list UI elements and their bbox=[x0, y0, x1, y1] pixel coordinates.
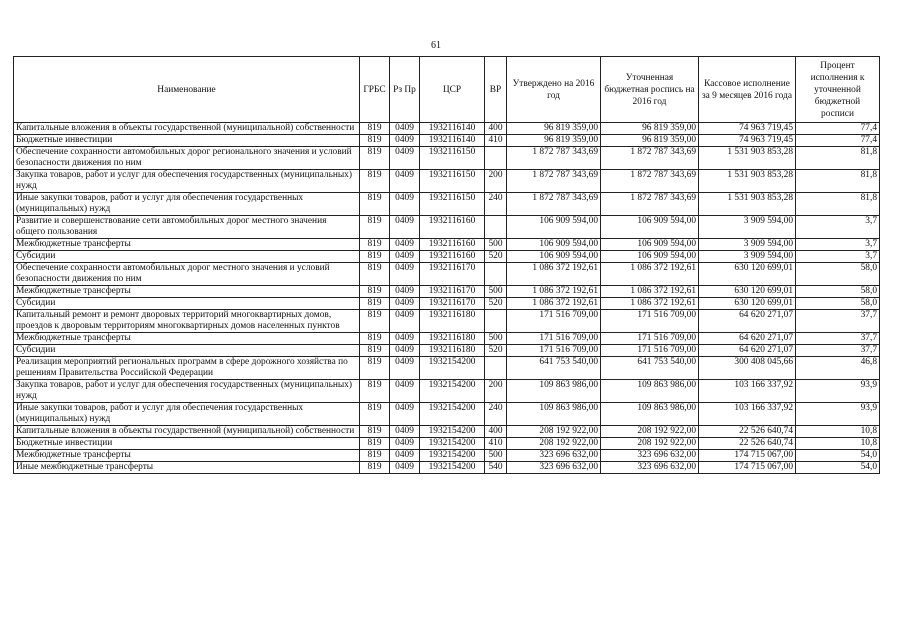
cell-percent: 54,0 bbox=[796, 462, 880, 474]
cell-name: Бюджетные инвестиции bbox=[14, 135, 360, 147]
cell-csr: 1932154200 bbox=[420, 426, 485, 438]
cell-name: Развитие и совершенствование сети автомобильных дорог местного значения общего пользования bbox=[14, 216, 360, 239]
cell-grbs: 819 bbox=[360, 147, 390, 170]
table-row bbox=[14, 357, 880, 380]
cell-cash: 103 166 337,92 bbox=[699, 403, 796, 426]
table-row bbox=[14, 193, 880, 216]
cell-cash: 22 526 640,74 bbox=[699, 426, 796, 438]
cell-refined: 109 863 986,00 bbox=[601, 380, 699, 403]
cell-refined: 208 192 922,00 bbox=[601, 426, 699, 438]
table-row bbox=[14, 216, 880, 239]
cell-approved: 641 753 540,00 bbox=[507, 357, 601, 380]
cell-cash: 64 620 271,07 bbox=[699, 333, 796, 345]
cell-refined: 96 819 359,00 bbox=[601, 135, 699, 147]
cell-percent: 58,0 bbox=[796, 298, 880, 310]
cell-csr: 1932116170 bbox=[420, 263, 485, 286]
cell-name: Обеспечение сохранности автомобильных дорог регионального значения и условий безопасности движения по ним bbox=[14, 147, 360, 170]
cell-name: Субсидии bbox=[14, 298, 360, 310]
cell-percent: 54,0 bbox=[796, 450, 880, 462]
cell-rzpr: 0409 bbox=[390, 450, 420, 462]
cell-grbs: 819 bbox=[360, 193, 390, 216]
cell-cash: 1 531 903 853,28 bbox=[699, 147, 796, 170]
cell-grbs: 819 bbox=[360, 286, 390, 298]
cell-cash: 1 531 903 853,28 bbox=[699, 170, 796, 193]
col-header-csr: ЦСР bbox=[420, 57, 485, 123]
cell-percent: 37,7 bbox=[796, 310, 880, 333]
cell-csr: 1932116150 bbox=[420, 147, 485, 170]
cell-name: Бюджетные инвестиции bbox=[14, 438, 360, 450]
cell-cash: 300 408 045,66 bbox=[699, 357, 796, 380]
cell-refined: 171 516 709,00 bbox=[601, 345, 699, 357]
col-header-vr: ВР bbox=[485, 57, 507, 123]
cell-percent: 37,7 bbox=[796, 345, 880, 357]
cell-vr: 540 bbox=[485, 462, 507, 474]
table-row bbox=[14, 263, 880, 286]
cell-refined: 1 872 787 343,69 bbox=[601, 170, 699, 193]
cell-approved: 106 909 594,00 bbox=[507, 216, 601, 239]
cell-name: Реализация мероприятий региональных программ в сфере дорожного хозяйства по решениям Правительства Российской Федерации bbox=[14, 357, 360, 380]
cell-vr: 500 bbox=[485, 450, 507, 462]
table-row bbox=[14, 286, 880, 298]
cell-percent: 3,7 bbox=[796, 251, 880, 263]
cell-vr: 520 bbox=[485, 345, 507, 357]
cell-grbs: 819 bbox=[360, 345, 390, 357]
cell-rzpr: 0409 bbox=[390, 298, 420, 310]
cell-refined: 1 086 372 192,61 bbox=[601, 286, 699, 298]
cell-vr: 410 bbox=[485, 438, 507, 450]
cell-cash: 74 963 719,45 bbox=[699, 135, 796, 147]
cell-csr: 1932116150 bbox=[420, 170, 485, 193]
table-row bbox=[14, 251, 880, 263]
cell-rzpr: 0409 bbox=[390, 357, 420, 380]
cell-cash: 1 531 903 853,28 bbox=[699, 193, 796, 216]
col-header-approved: Утверждено на 2016 год bbox=[507, 57, 601, 123]
cell-grbs: 819 bbox=[360, 450, 390, 462]
cell-approved: 106 909 594,00 bbox=[507, 239, 601, 251]
cell-name: Капитальные вложения в объекты государственной (муниципальной) собственности bbox=[14, 123, 360, 135]
cell-name: Межбюджетные трансферты bbox=[14, 239, 360, 251]
cell-rzpr: 0409 bbox=[390, 251, 420, 263]
cell-rzpr: 0409 bbox=[390, 263, 420, 286]
table-row bbox=[14, 426, 880, 438]
cell-grbs: 819 bbox=[360, 426, 390, 438]
cell-rzpr: 0409 bbox=[390, 403, 420, 426]
cell-cash: 630 120 699,01 bbox=[699, 286, 796, 298]
cell-percent: 81,8 bbox=[796, 170, 880, 193]
col-header-rzpr: Рз Пр bbox=[390, 57, 420, 123]
cell-cash: 174 715 067,00 bbox=[699, 462, 796, 474]
cell-vr bbox=[485, 357, 507, 380]
cell-grbs: 819 bbox=[360, 216, 390, 239]
cell-percent: 81,8 bbox=[796, 147, 880, 170]
page-number: 61 bbox=[431, 40, 441, 51]
table-row bbox=[14, 298, 880, 310]
cell-rzpr: 0409 bbox=[390, 345, 420, 357]
cell-vr: 520 bbox=[485, 298, 507, 310]
cell-refined: 106 909 594,00 bbox=[601, 251, 699, 263]
cell-name: Обеспечение сохранности автомобильных дорог местного значения и условий безопасности движения по ним bbox=[14, 263, 360, 286]
cell-cash: 22 526 640,74 bbox=[699, 438, 796, 450]
cell-rzpr: 0409 bbox=[390, 193, 420, 216]
cell-refined: 641 753 540,00 bbox=[601, 357, 699, 380]
cell-approved: 1 086 372 192,61 bbox=[507, 286, 601, 298]
cell-approved: 1 872 787 343,69 bbox=[507, 147, 601, 170]
cell-refined: 323 696 632,00 bbox=[601, 450, 699, 462]
cell-grbs: 819 bbox=[360, 135, 390, 147]
cell-rzpr: 0409 bbox=[390, 438, 420, 450]
cell-csr: 1932116160 bbox=[420, 216, 485, 239]
cell-approved: 208 192 922,00 bbox=[507, 426, 601, 438]
cell-approved: 109 863 986,00 bbox=[507, 380, 601, 403]
cell-refined: 171 516 709,00 bbox=[601, 333, 699, 345]
cell-percent: 81,8 bbox=[796, 193, 880, 216]
table-row bbox=[14, 345, 880, 357]
cell-refined: 106 909 594,00 bbox=[601, 239, 699, 251]
cell-rzpr: 0409 bbox=[390, 216, 420, 239]
cell-approved: 1 086 372 192,61 bbox=[507, 263, 601, 286]
cell-refined: 1 086 372 192,61 bbox=[601, 263, 699, 286]
cell-cash: 3 909 594,00 bbox=[699, 239, 796, 251]
cell-grbs: 819 bbox=[360, 333, 390, 345]
cell-grbs: 819 bbox=[360, 380, 390, 403]
table-row bbox=[14, 170, 880, 193]
cell-vr bbox=[485, 216, 507, 239]
cell-name: Межбюджетные трансферты bbox=[14, 450, 360, 462]
cell-percent: 58,0 bbox=[796, 286, 880, 298]
cell-vr: 520 bbox=[485, 251, 507, 263]
cell-grbs: 819 bbox=[360, 438, 390, 450]
cell-csr: 1932154200 bbox=[420, 462, 485, 474]
cell-approved: 109 863 986,00 bbox=[507, 403, 601, 426]
cell-name: Капитальный ремонт и ремонт дворовых территорий многоквартирных домов, проездов к дворовым территориям многоквартирных домов населенных пунктов bbox=[14, 310, 360, 333]
cell-vr bbox=[485, 263, 507, 286]
cell-percent: 10,8 bbox=[796, 438, 880, 450]
cell-csr: 1932116180 bbox=[420, 345, 485, 357]
cell-refined: 208 192 922,00 bbox=[601, 438, 699, 450]
cell-vr: 500 bbox=[485, 239, 507, 251]
cell-grbs: 819 bbox=[360, 462, 390, 474]
cell-rzpr: 0409 bbox=[390, 170, 420, 193]
cell-rzpr: 0409 bbox=[390, 333, 420, 345]
table-row bbox=[14, 450, 880, 462]
cell-cash: 630 120 699,01 bbox=[699, 298, 796, 310]
cell-approved: 1 872 787 343,69 bbox=[507, 193, 601, 216]
cell-cash: 630 120 699,01 bbox=[699, 263, 796, 286]
cell-name: Иные закупки товаров, работ и услуг для обеспечения государственных (муниципальных) нужд bbox=[14, 403, 360, 426]
table-row bbox=[14, 147, 880, 170]
cell-name: Иные закупки товаров, работ и услуг для обеспечения государственных (муниципальных) нужд bbox=[14, 193, 360, 216]
cell-grbs: 819 bbox=[360, 298, 390, 310]
cell-refined: 109 863 986,00 bbox=[601, 403, 699, 426]
cell-cash: 103 166 337,92 bbox=[699, 380, 796, 403]
cell-percent: 77,4 bbox=[796, 135, 880, 147]
col-header-grbs: ГРБС bbox=[360, 57, 390, 123]
cell-csr: 1932116180 bbox=[420, 310, 485, 333]
cell-csr: 1932116170 bbox=[420, 298, 485, 310]
cell-refined: 106 909 594,00 bbox=[601, 216, 699, 239]
table-row bbox=[14, 380, 880, 403]
cell-csr: 1932154200 bbox=[420, 403, 485, 426]
cell-percent: 93,9 bbox=[796, 403, 880, 426]
cell-percent: 37,7 bbox=[796, 333, 880, 345]
cell-rzpr: 0409 bbox=[390, 380, 420, 403]
cell-cash: 174 715 067,00 bbox=[699, 450, 796, 462]
cell-csr: 1932154200 bbox=[420, 357, 485, 380]
cell-grbs: 819 bbox=[360, 170, 390, 193]
cell-grbs: 819 bbox=[360, 357, 390, 380]
cell-rzpr: 0409 bbox=[390, 286, 420, 298]
table-body bbox=[14, 123, 880, 474]
col-header-refined: Уточненная бюджетная роспись на 2016 год bbox=[601, 57, 699, 123]
cell-approved: 96 819 359,00 bbox=[507, 123, 601, 135]
cell-csr: 1932116170 bbox=[420, 286, 485, 298]
cell-rzpr: 0409 bbox=[390, 135, 420, 147]
cell-refined: 171 516 709,00 bbox=[601, 310, 699, 333]
cell-rzpr: 0409 bbox=[390, 310, 420, 333]
cell-name: Закупка товаров, работ и услуг для обеспечения государственных (муниципальных) нужд bbox=[14, 380, 360, 403]
col-header-percent: Процент исполнения к уточненной бюджетной росписи bbox=[796, 57, 880, 123]
table-row bbox=[14, 310, 880, 333]
cell-name: Межбюджетные трансферты bbox=[14, 333, 360, 345]
cell-vr bbox=[485, 310, 507, 333]
cell-refined: 96 819 359,00 bbox=[601, 123, 699, 135]
cell-csr: 1932116160 bbox=[420, 251, 485, 263]
cell-name: Закупка товаров, работ и услуг для обеспечения государственных (муниципальных) нужд bbox=[14, 170, 360, 193]
table-header-row bbox=[14, 57, 880, 123]
cell-rzpr: 0409 bbox=[390, 147, 420, 170]
cell-approved: 323 696 632,00 bbox=[507, 462, 601, 474]
table-row bbox=[14, 462, 880, 474]
table-row bbox=[14, 333, 880, 345]
cell-approved: 171 516 709,00 bbox=[507, 310, 601, 333]
cell-percent: 93,9 bbox=[796, 380, 880, 403]
cell-grbs: 819 bbox=[360, 310, 390, 333]
cell-approved: 106 909 594,00 bbox=[507, 251, 601, 263]
cell-approved: 208 192 922,00 bbox=[507, 438, 601, 450]
cell-vr: 400 bbox=[485, 123, 507, 135]
cell-csr: 1932154200 bbox=[420, 438, 485, 450]
cell-approved: 1 872 787 343,69 bbox=[507, 170, 601, 193]
cell-percent: 46,8 bbox=[796, 357, 880, 380]
cell-refined: 1 086 372 192,61 bbox=[601, 298, 699, 310]
cell-name: Межбюджетные трансферты bbox=[14, 286, 360, 298]
cell-name: Иные межбюджетные трансферты bbox=[14, 462, 360, 474]
cell-approved: 1 086 372 192,61 bbox=[507, 298, 601, 310]
cell-percent: 3,7 bbox=[796, 216, 880, 239]
table-row bbox=[14, 123, 880, 135]
cell-name: Субсидии bbox=[14, 251, 360, 263]
cell-approved: 171 516 709,00 bbox=[507, 333, 601, 345]
cell-refined: 323 696 632,00 bbox=[601, 462, 699, 474]
cell-vr: 240 bbox=[485, 403, 507, 426]
col-header-name: Наименование bbox=[14, 57, 360, 123]
cell-csr: 1932154200 bbox=[420, 380, 485, 403]
cell-vr bbox=[485, 147, 507, 170]
cell-grbs: 819 bbox=[360, 123, 390, 135]
cell-grbs: 819 bbox=[360, 403, 390, 426]
cell-rzpr: 0409 bbox=[390, 426, 420, 438]
cell-cash: 3 909 594,00 bbox=[699, 251, 796, 263]
cell-percent: 3,7 bbox=[796, 239, 880, 251]
cell-csr: 1932116140 bbox=[420, 135, 485, 147]
cell-cash: 3 909 594,00 bbox=[699, 216, 796, 239]
cell-approved: 171 516 709,00 bbox=[507, 345, 601, 357]
cell-grbs: 819 bbox=[360, 251, 390, 263]
table-row bbox=[14, 438, 880, 450]
cell-vr: 200 bbox=[485, 170, 507, 193]
cell-grbs: 819 bbox=[360, 263, 390, 286]
cell-cash: 64 620 271,07 bbox=[699, 345, 796, 357]
cell-vr: 400 bbox=[485, 426, 507, 438]
cell-csr: 1932116150 bbox=[420, 193, 485, 216]
cell-refined: 1 872 787 343,69 bbox=[601, 193, 699, 216]
cell-percent: 77,4 bbox=[796, 123, 880, 135]
cell-rzpr: 0409 bbox=[390, 462, 420, 474]
cell-name: Капитальные вложения в объекты государственной (муниципальной) собственности bbox=[14, 426, 360, 438]
cell-cash: 74 963 719,45 bbox=[699, 123, 796, 135]
cell-approved: 323 696 632,00 bbox=[507, 450, 601, 462]
cell-cash: 64 620 271,07 bbox=[699, 310, 796, 333]
cell-grbs: 819 bbox=[360, 239, 390, 251]
table-row bbox=[14, 239, 880, 251]
cell-csr: 1932154200 bbox=[420, 450, 485, 462]
cell-csr: 1932116160 bbox=[420, 239, 485, 251]
cell-csr: 1932116140 bbox=[420, 123, 485, 135]
cell-csr: 1932116180 bbox=[420, 333, 485, 345]
cell-approved: 96 819 359,00 bbox=[507, 135, 601, 147]
cell-percent: 10,8 bbox=[796, 426, 880, 438]
cell-rzpr: 0409 bbox=[390, 239, 420, 251]
cell-vr: 200 bbox=[485, 380, 507, 403]
cell-name: Субсидии bbox=[14, 345, 360, 357]
cell-refined: 1 872 787 343,69 bbox=[601, 147, 699, 170]
table-row bbox=[14, 135, 880, 147]
cell-rzpr: 0409 bbox=[390, 123, 420, 135]
cell-vr: 410 bbox=[485, 135, 507, 147]
cell-vr: 500 bbox=[485, 286, 507, 298]
budget-execution-table bbox=[13, 56, 880, 474]
table-row bbox=[14, 403, 880, 426]
cell-vr: 500 bbox=[485, 333, 507, 345]
col-header-cash: Кассовое исполнение за 9 месяцев 2016 года bbox=[699, 57, 796, 123]
cell-percent: 58,0 bbox=[796, 263, 880, 286]
cell-vr: 240 bbox=[485, 193, 507, 216]
